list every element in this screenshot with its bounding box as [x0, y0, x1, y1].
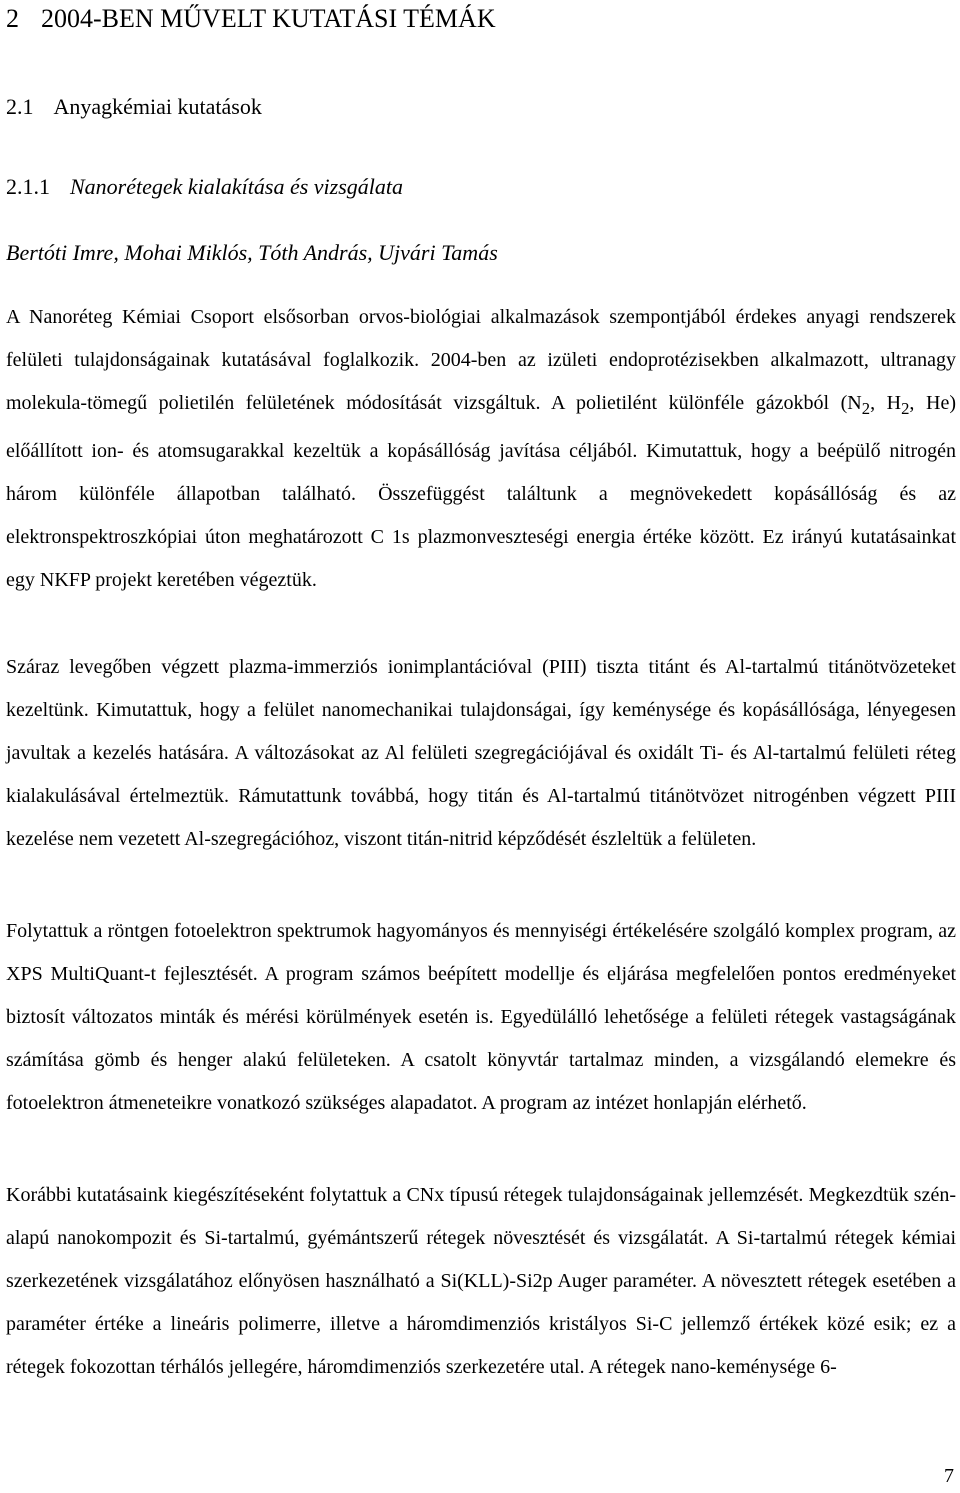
section-number: 2.1 — [6, 94, 34, 119]
paragraph-text: , He) előállított ion- és atomsugarakkal kezeltük a kopásállóság javítása céljából. Kimutattuk, hogy a beépülő nitrogén három különféle állapotban található. Összefüggést találtunk a megnövekedett kopásállóság és az elektronspektroszkópiai úton meghatározott C 1s plazmonveszteségi energia értéke között. Ez irányú kutatásainkat egy NKFP projekt keretében végeztük. — [6, 392, 956, 591]
paragraph-text: A Nanoréteg Kémiai Csoport elsősorban orvos-biológiai alkalmazások szempontjából érdekes anyagi rendszerek felületi tulajdonságainak kutatásával foglalkozik. 2004-ben az izületi endoprotézisekben alkalmazott, ultranagy molekula-tömegű polietilén felületének módosítását vizsgáltuk. A polietilént különféle gázokból (N — [6, 306, 956, 414]
chapter-title: 2004-BEN MŰVELT KUTATÁSI TÉMÁK — [41, 4, 496, 33]
paragraph-piii-titanium: Száraz levegőben végzett plazma-immerziós ionimplantációval (PIII) tiszta titánt és Al-tartalmú titánötvözeteket kezeltünk. Kimutattuk, hogy a felület nanomechanikai tulajdonságai, így keménysége és kopásállósága, lényegesen javultak a kezelés hatására. A változásokat az Al felületi szegregációjával és oxidált Ti- és Al-tartalmú felületi réteg kialakulásával értelmeztük. Rámutattunk továbbá, hogy titán és Al-tartalmú titánötvözet nitrogénben végzett PIII kezelése nem vezetett Al-szegregációhoz, viszont titán-nitrid képződését észleltük a felületen. — [6, 656, 956, 850]
paragraph-text: , H — [870, 392, 902, 414]
paragraph-nanolayer-group — [6, 296, 956, 602]
subscript-n2: 2 — [861, 399, 871, 418]
section-heading — [6, 92, 262, 122]
paragraph-cnx-layers: Korábbi kutatásaink kiegészítéseként folytattuk a CNx típusú rétegek tulajdonságainak jellemzését. Megkezdtük szén-alapú nanokompozit és Si-tartalmú, gyémántszerű rétegek növesztését és vizsgálatát. A Si-tartalmú rétegek kémiai szerkezetének vizsgálatához előnyösen használható a Si(KLL)-Si2p Auger paraméter. A növesztett rétegek esetében a paraméter értéke a lineáris polimerre, illetve a háromdimenziós kristályos Si-C jellemző értékek közé esik; ez a rétegek fokozottan térhálós jellegére, háromdimenziós szerkezetére utal. A rétegek nano-keménysége 6- — [6, 1184, 956, 1378]
chapter-number: 2 — [6, 4, 19, 33]
subsection-number: 2.1.1 — [6, 174, 50, 199]
subscript-h2: 2 — [901, 399, 910, 418]
subsection-heading — [6, 172, 403, 202]
page-number: 7 — [944, 1465, 954, 1487]
paragraph-xps-multiquant: Folytattuk a röntgen fotoelektron spektrumok hagyományos és mennyiségi értékelésére szolgáló komplex program, az XPS MultiQuant-t fejlesztését. A program számos beépített modellje és eljárása megfelelően pontos eredményeket biztosít változatos minták és mérési körülmények esetén is. Egyedülálló lehetősége a felületi rétegek vastagságának számítása gömb és henger alakú felületeken. A csatolt könyvtár tartalmaz minden, a vizsgálandó elemekre és fotoelektron átmeneteikre vonatkozó szükséges alapadatot. A program az intézet honlapján elérhető. — [6, 920, 956, 1114]
authors-line: Bertóti Imre, Mohai Miklós, Tóth András, Ujvári Tamás — [6, 240, 498, 265]
section-title: Anyagkémiai kutatások — [53, 94, 262, 119]
subsection-title: Nanorétegek kialakítása és vizsgálata — [70, 174, 403, 199]
chapter-heading — [6, 4, 496, 34]
